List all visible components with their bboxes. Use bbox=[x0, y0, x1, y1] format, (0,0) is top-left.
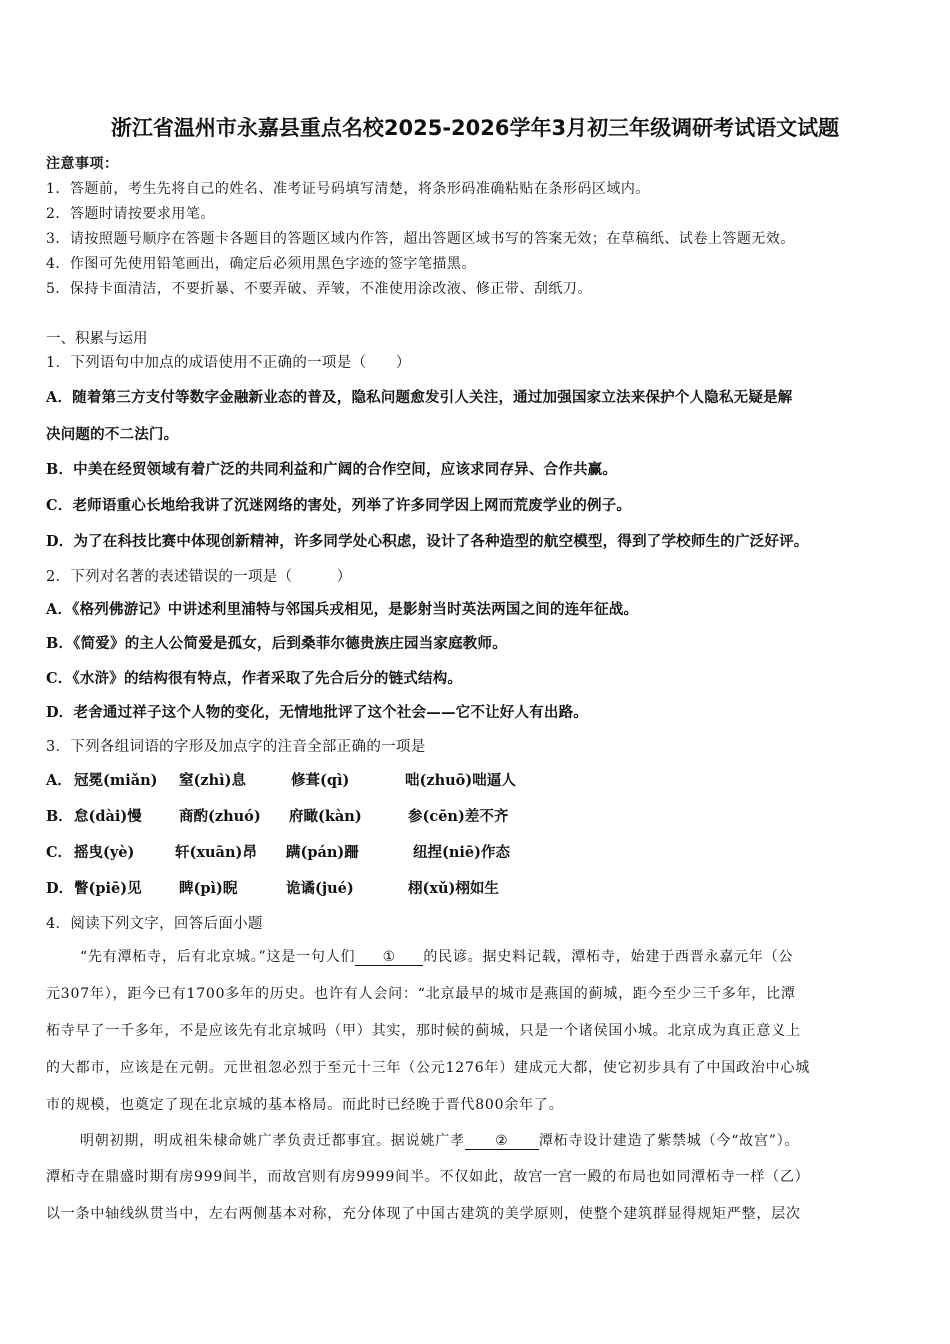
q3-label-c: C． bbox=[46, 844, 73, 861]
notice-item-5: 5．保持卡面清洁，不要折暴、不要弄破、弄皱，不准使用涂改液、修正带、刮纸刀。 bbox=[46, 281, 592, 297]
q3-c-word-2: 轩(xuān)昂 bbox=[175, 844, 257, 861]
q2-option-a bbox=[46, 598, 638, 619]
passage-line: 柘寺早了一千多年，不是应该先有北京城吗（甲）其实，那时候的蓟城，只是一个诸侯国小城。北京成为真正意义上 bbox=[46, 1023, 801, 1039]
notice-item-1: 1．答题前，考生先将自己的姓名、准考证号码填写清楚，将条形码准确粘贴在条形码区域内。 bbox=[46, 181, 650, 197]
q3-stem: 3．下列各组词语的字形及加点字的注音全部正确的一项是 bbox=[46, 739, 426, 755]
exam-title: 浙江省温州市永嘉县重点名校2025-2026学年3月初三年级调研考试语文试题 bbox=[110, 116, 840, 140]
q1-option-c bbox=[46, 494, 631, 515]
option-label: B． bbox=[46, 635, 74, 652]
q3-d-word-2: 睥(pì)睨 bbox=[179, 880, 238, 897]
q1-option-a bbox=[46, 386, 792, 407]
q1-option-b bbox=[46, 458, 617, 479]
passage-text: 明朝初期，明成祖朱棣命姚广孝负责迁都事宜。据说姚广孝 bbox=[80, 1133, 465, 1149]
option-text: 老舍通过祥子这个人物的变化，无情地批评了这个社会——它不让好人有出路。 bbox=[73, 704, 588, 721]
q2-option-b bbox=[46, 632, 507, 653]
passage-text: “先有潭柘寺，后有北京城。”这是一句人们 bbox=[80, 949, 356, 965]
q3-d-word-1: 瞥(piē)见 bbox=[74, 880, 142, 897]
q3-c-word-1: 摇曳(yè) bbox=[74, 844, 135, 861]
notice-item-4: 4．作图可先使用铅笔画出，确定后必须用黑色字迹的签字笔描黑。 bbox=[46, 256, 476, 272]
option-label: C． bbox=[46, 670, 73, 687]
option-text: 为了在科技比赛中体现创新精神，许多同学处心积虑，设计了各种造型的航空模型，得到了学校师生的广泛好评。 bbox=[73, 533, 809, 550]
passage-line bbox=[80, 946, 793, 966]
option-text: 《水浒》的结构很有特点，作者采取了先合后分的链式结构。 bbox=[72, 670, 463, 687]
q3-c-word-4: 纽捏(niē)作态 bbox=[413, 844, 510, 861]
option-label: A． bbox=[46, 389, 73, 406]
option-text: 老师语重心长地给我讲了沉迷网络的害处，列举了许多同学因上网而荒废学业的例子。 bbox=[72, 497, 632, 514]
q3-b-word-3: 府瞰(kàn) bbox=[289, 808, 362, 825]
option-text: 随着第三方支付等数字金融新业态的普及，隐私问题愈发引人关注，通过加强国家立法来保护个人隐私无疑是解 bbox=[72, 389, 793, 406]
passage-line: 市的规模，也奠定了现在北京城的基本格局。而此时已经晚于晋代800余年了。 bbox=[46, 1097, 564, 1113]
q3-label-d: D． bbox=[46, 880, 74, 897]
notice-item-2: 2．答题时请按要求用笔。 bbox=[46, 206, 215, 222]
q3-a-word-1: 冠冕(miǎn) bbox=[74, 772, 158, 789]
q3-label-a: A． bbox=[46, 772, 72, 789]
q3-a-word-4: 咄(zhuō)咄逼人 bbox=[405, 772, 516, 789]
option-label: D． bbox=[46, 704, 74, 721]
passage-line: 潭柘寺在鼎盛时期有房999间半，而故宫则有房9999间半。不仅如此，故宫一宫一殿的布局也如同潭柘寺一样（乙） bbox=[46, 1169, 810, 1185]
q1-stem: 1．下列语句中加点的成语使用不正确的一项是（ ） bbox=[46, 355, 411, 371]
option-label: C． bbox=[46, 497, 73, 514]
passage-line bbox=[80, 1130, 799, 1150]
q3-label-b: B． bbox=[46, 808, 73, 825]
q2-option-c bbox=[46, 667, 462, 688]
option-text: 《简爱》的主人公简爱是孤女，后到桑菲尔德贵族庄园当家庭教师。 bbox=[73, 635, 507, 652]
passage-line: 以一条中轴线纵贯当中，左右两侧基本对称，充分体现了中国古建筑的美学原则，使整个建筑群显得规矩严整，层次 bbox=[46, 1206, 801, 1222]
passage-line: 元307年），距今已有1700多年的历史。也许有人会问：“北京最早的城市是燕国的蓟城，距今至少三千多年，比潭 bbox=[46, 986, 796, 1002]
q3-c-word-3: 蹒(pán)跚 bbox=[286, 844, 359, 861]
passage-line: 的大都市，应该是在元朝。元世祖忽必烈于至元十三年（公元1276年）建成元大都，使它初步具有了中国政治中心城 bbox=[46, 1060, 811, 1076]
q3-d-word-4: 栩(xǔ)栩如生 bbox=[408, 880, 499, 897]
option-text: 《格列佛游记》中讲述利里浦特与邻国兵戎相见，是影射当时英法两国之间的连年征战。 bbox=[72, 601, 639, 618]
option-label: A． bbox=[46, 601, 73, 618]
q3-b-word-1: 怠(dài)慢 bbox=[74, 808, 142, 825]
notice-item-3: 3．请按照题号顺序在答题卡各题目的答题区域内作答，超出答题区域书写的答案无效；在草稿纸、试卷上答题无效。 bbox=[46, 231, 795, 247]
passage-text: 的民谚。据史料记载，潭柘寺，始建于西晋永嘉元年（公 bbox=[423, 949, 794, 965]
option-label: D． bbox=[46, 533, 74, 550]
q2-stem: 2．下列对名著的表述错误的一项是（ ） bbox=[46, 569, 352, 585]
blank-1: ① bbox=[355, 949, 423, 966]
notice-heading: 注意事项： bbox=[46, 156, 119, 172]
q2-option-d bbox=[46, 701, 588, 722]
option-text: 中美在经贸领域有着广泛的共同利益和广阔的合作空间，应该求同存异、合作共赢。 bbox=[73, 461, 618, 478]
q3-d-word-3: 诡谲(jué) bbox=[286, 880, 354, 897]
blank-2: ② bbox=[465, 1133, 539, 1150]
passage-text: 潭柘寺设计建造了紫禁城（今“故宫”）。 bbox=[538, 1133, 800, 1149]
q4-stem: 4．阅读下列文字，回答后面小题 bbox=[46, 916, 263, 932]
option-label: B． bbox=[46, 461, 74, 478]
q3-b-word-4: 参(cēn)差不齐 bbox=[408, 808, 509, 825]
q3-a-word-2: 窒(zhì)息 bbox=[179, 772, 247, 789]
q1-option-d bbox=[46, 530, 808, 551]
q1-option-a-cont: 决问题的不二法门。 bbox=[46, 426, 179, 443]
q3-b-word-2: 商酌(zhuó) bbox=[179, 808, 261, 825]
q3-a-word-3: 修葺(qì) bbox=[291, 772, 350, 789]
section-heading: 一、积累与运用 bbox=[46, 331, 148, 347]
